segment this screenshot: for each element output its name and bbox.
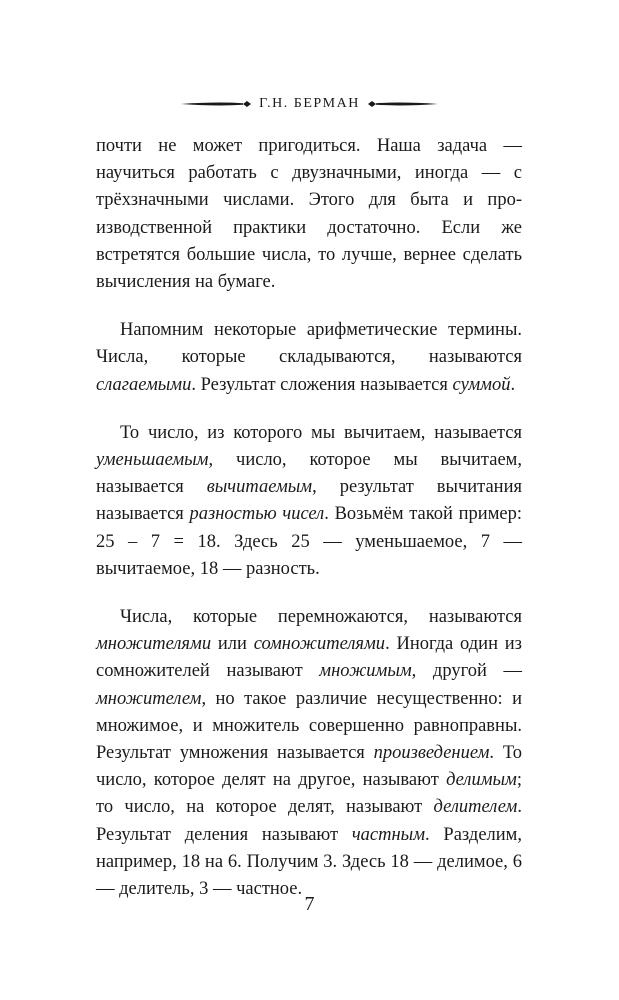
paragraph-4-text: . Разделим, например, 18 на 6. Получим 3. Здесь 18 — делимое, 6 — делитель, 3 — частное. xyxy=(96,824,522,900)
term-mnozhitel: множителем xyxy=(96,688,202,709)
term-somnozhiteli: сомножителями xyxy=(253,634,386,655)
paragraph-2-text: . xyxy=(510,374,516,395)
term-umenshaemoe: уменьшаемым xyxy=(96,450,209,471)
paragraph-1 xyxy=(96,133,522,296)
paragraph-4-text: , другой — xyxy=(411,661,522,682)
paragraph-4-text: . Результат деления называют xyxy=(96,797,522,845)
term-summa: суммой xyxy=(452,374,511,395)
term-delitel: делителем xyxy=(433,797,518,818)
term-delimoe: делимым xyxy=(446,770,517,791)
paragraph-4-text: ; то число, на которое делят, называют xyxy=(96,770,522,818)
paragraph-3-text: , результат вычитания называется xyxy=(96,477,522,525)
paragraph-2 xyxy=(96,317,522,399)
term-chastnoe: частным xyxy=(351,824,426,845)
term-raznost: разностью чисел xyxy=(189,504,325,525)
paragraph-3-text: То число, из которого мы вычитаем, называется xyxy=(120,422,522,443)
paragraph-3-text: . Возьмём такой пример: 25 – 7 = 18. Здесь 25 — уменьшаемое, 7 — вычитаемое, 18 — разность. xyxy=(96,504,523,579)
right-flourish-ornament xyxy=(368,99,438,109)
paragraph-4-text: или xyxy=(211,634,254,655)
left-flourish-ornament xyxy=(181,99,251,109)
paragraph-4-text: . Иногда один из сомножителей называют xyxy=(96,634,522,682)
paragraph-4-text: , но такое различие несущественно: и множимое, и множитель совершенно равноправны. Результат умножения называется xyxy=(96,688,522,764)
running-header xyxy=(0,92,619,116)
paragraph-4-text: . То число, которое делят на другое, называют xyxy=(96,743,522,791)
term-proizvedenie: произведением xyxy=(373,743,490,764)
page-number: 7 xyxy=(304,893,315,915)
term-mnozhimoe: множимым xyxy=(319,661,412,682)
body-text xyxy=(96,133,522,903)
paragraph-1-text: почти не может пригодиться. Наша задача — научиться работать с двузначными, иногда — с трёхзначными числами. Этого для быта и производственной практики достаточно. Если же встретятся большие числа, то лучше, вернее сделать вычисления на бумаге. xyxy=(96,136,522,293)
term-mnozhiteli: множителями xyxy=(96,634,212,655)
paragraph-3-text: , число, которое мы вычитаем, называется xyxy=(96,450,522,498)
paragraph-3 xyxy=(96,420,522,583)
term-slagaemye: слагаемыми xyxy=(96,374,192,395)
term-vychitaemoe: вычитаемым xyxy=(206,477,313,498)
paragraph-2-text: Напомним некоторые арифметические термины. Числа, которые складываются, называются xyxy=(96,320,522,368)
header-author: Г.Н. БЕРМАН xyxy=(259,96,360,111)
paragraph-2-text: . Результат сложения называется xyxy=(191,374,453,395)
paragraph-4 xyxy=(96,604,522,903)
paragraph-4-text: Числа, которые перемножаются, называются xyxy=(120,607,522,628)
